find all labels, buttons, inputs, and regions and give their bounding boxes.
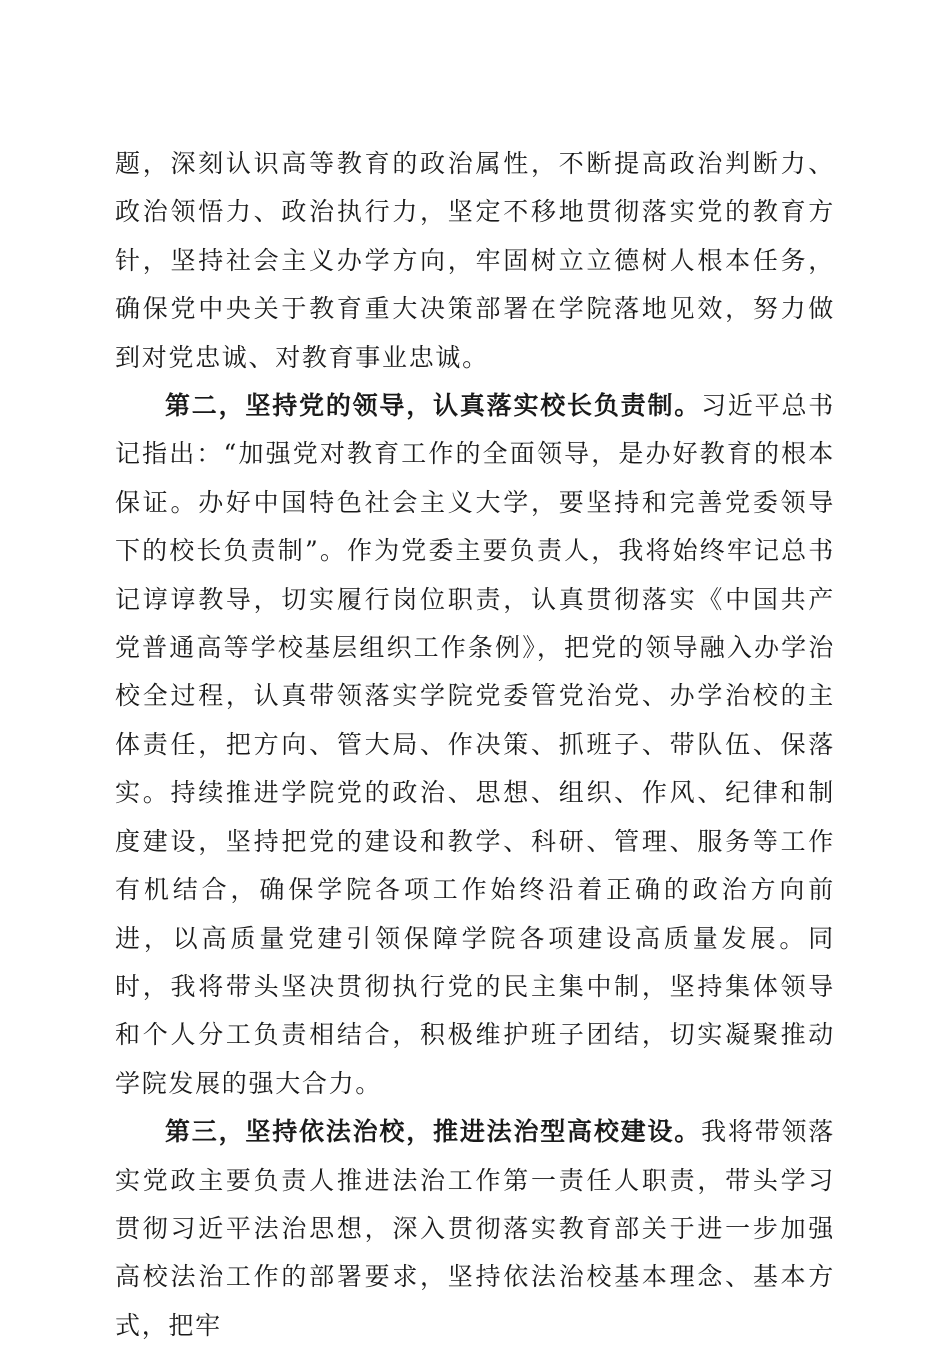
document-body: [115, 140, 835, 1350]
paragraph-1: [115, 140, 835, 382]
paragraph-2: [115, 382, 835, 1108]
paragraph-1-text: 题，深刻认识高等教育的政治属性，不断提高政治判断力、政治领悟力、政治执行力，坚定不移地贯彻落实党的教育方针，坚持社会主义办学方向，牢固树立立德树人根本任务，确保党中央关于教育重大决策部署在学院落地见效，努力做到对党忠诚、对教育事业忠诚。: [115, 149, 835, 372]
paragraph-3-text: 我将带领落实党政主要负责人推进法治工作第一责任人职责，带头学习贯彻习近平法治思想，深入贯彻落实教育部关于进一步加强高校法治工作的部署要求，坚持依法治校基本理念、基本方式，把牢: [115, 1117, 835, 1340]
paragraph-3: [115, 1108, 835, 1350]
paragraph-2-text: 习近平总书记指出：“加强党对教育工作的全面领导，是办好教育的根本保证。办好中国特色社会主义大学，要坚持和完善党委领导下的校长负责制”。作为党委主要负责人，我将始终牢记总书记谆谆教导，切实履行岗位职责，认真贯彻落实《中国共产党普通高等学校基层组织工作条例》，把党的领导融入办学治校全过程，认真带领落实学院党委管党治党、办学治校的主体责任，把方向、管大局、作决策、抓班子、带队伍、保落实。持续推进学院党的政治、思想、组织、作风、纪律和制度建设，坚持把党的建设和教学、科研、管理、服务等工作有机结合，确保学院各项工作始终沿着正确的政治方向前进，以高质量党建引领保障学院各项建设高质量发展。同时，我将带头坚决贯彻执行党的民主集中制，坚持集体领导和个人分工负责相结合，积极维护班子团结，切实凝聚推动学院发展的强大合力。: [115, 391, 835, 1098]
paragraph-2-lead: 第二，坚持党的领导，认真落实校长负责制。: [165, 391, 702, 421]
paragraph-3-lead: 第三，坚持依法治校，推进法治型高校建设。: [165, 1117, 702, 1147]
